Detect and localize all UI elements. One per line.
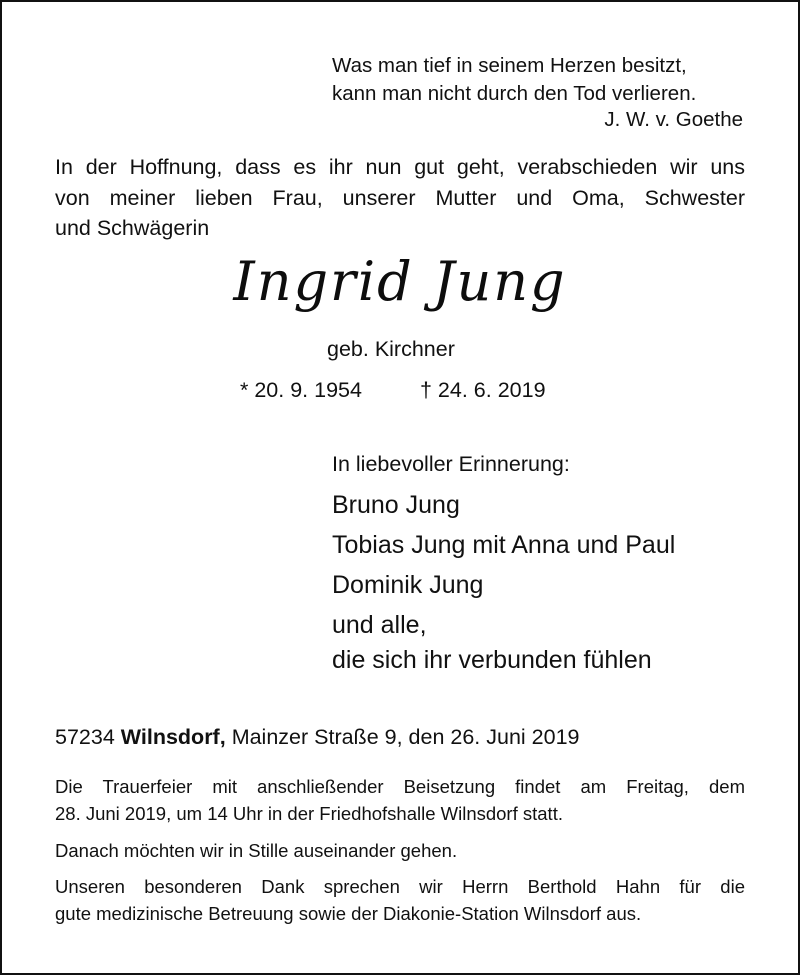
intro-line: In der Hoffnung, dass es ihr nun gut geht, verabschieden wir uns <box>55 155 745 179</box>
street-and-date: Mainzer Straße 9, den 26. Juni 2019 <box>231 725 580 749</box>
thanks-line: Unseren besonderen Dank sprechen wir Herrn Berthold Hahn für die <box>55 876 745 897</box>
deceased-name: Ingrid Jung <box>233 250 567 313</box>
intro-line: und Schwägerin <box>55 216 210 240</box>
farewell-notice <box>55 837 745 864</box>
goethe-quote <box>332 52 696 108</box>
mourner-name: Dominik Jung <box>332 571 484 599</box>
death-date: † 24. 6. 2019 <box>420 378 546 402</box>
mourner-name: Tobias Jung mit Anna und Paul <box>332 531 676 559</box>
mourner-name: die sich ihr verbunden fühlen <box>332 646 652 674</box>
birth-date: * 20. 9. 1954 <box>240 378 362 402</box>
quote-line: kann man nicht durch den Tod verlieren. <box>332 82 697 105</box>
postcode: 57234 <box>55 725 115 749</box>
quote-line: Was man tief in seinem Herzen besitzt, <box>332 54 687 77</box>
mourner-name: Bruno Jung <box>332 491 460 519</box>
thanks-notice <box>55 873 745 927</box>
quote-author: J. W. v. Goethe <box>604 108 743 131</box>
funeral-notice <box>55 773 745 827</box>
funeral-line: Die Trauerfeier mit anschließender Beisetzung findet am Freitag, dem <box>55 776 745 797</box>
intro-line: von meiner lieben Frau, unserer Mutter und Oma, Schwester <box>55 185 745 210</box>
intro-text <box>55 152 745 244</box>
city: Wilnsdorf, <box>120 725 226 749</box>
birth-name: geb. Kirchner <box>327 337 455 361</box>
thanks-line: gute medizinische Betreuung sowie der Diakonie-Station Wilnsdorf aus. <box>55 903 642 924</box>
memorial-heading: In liebevoller Erinnerung: <box>332 452 570 476</box>
address-line <box>55 725 579 750</box>
mourners-list <box>332 485 675 676</box>
mourner-name: und alle, <box>332 611 427 639</box>
funeral-line: 28. Juni 2019, um 14 Uhr in der Friedhofshalle Wilnsdorf statt. <box>55 803 563 824</box>
farewell-line: Danach möchten wir in Stille auseinander gehen. <box>55 840 458 861</box>
